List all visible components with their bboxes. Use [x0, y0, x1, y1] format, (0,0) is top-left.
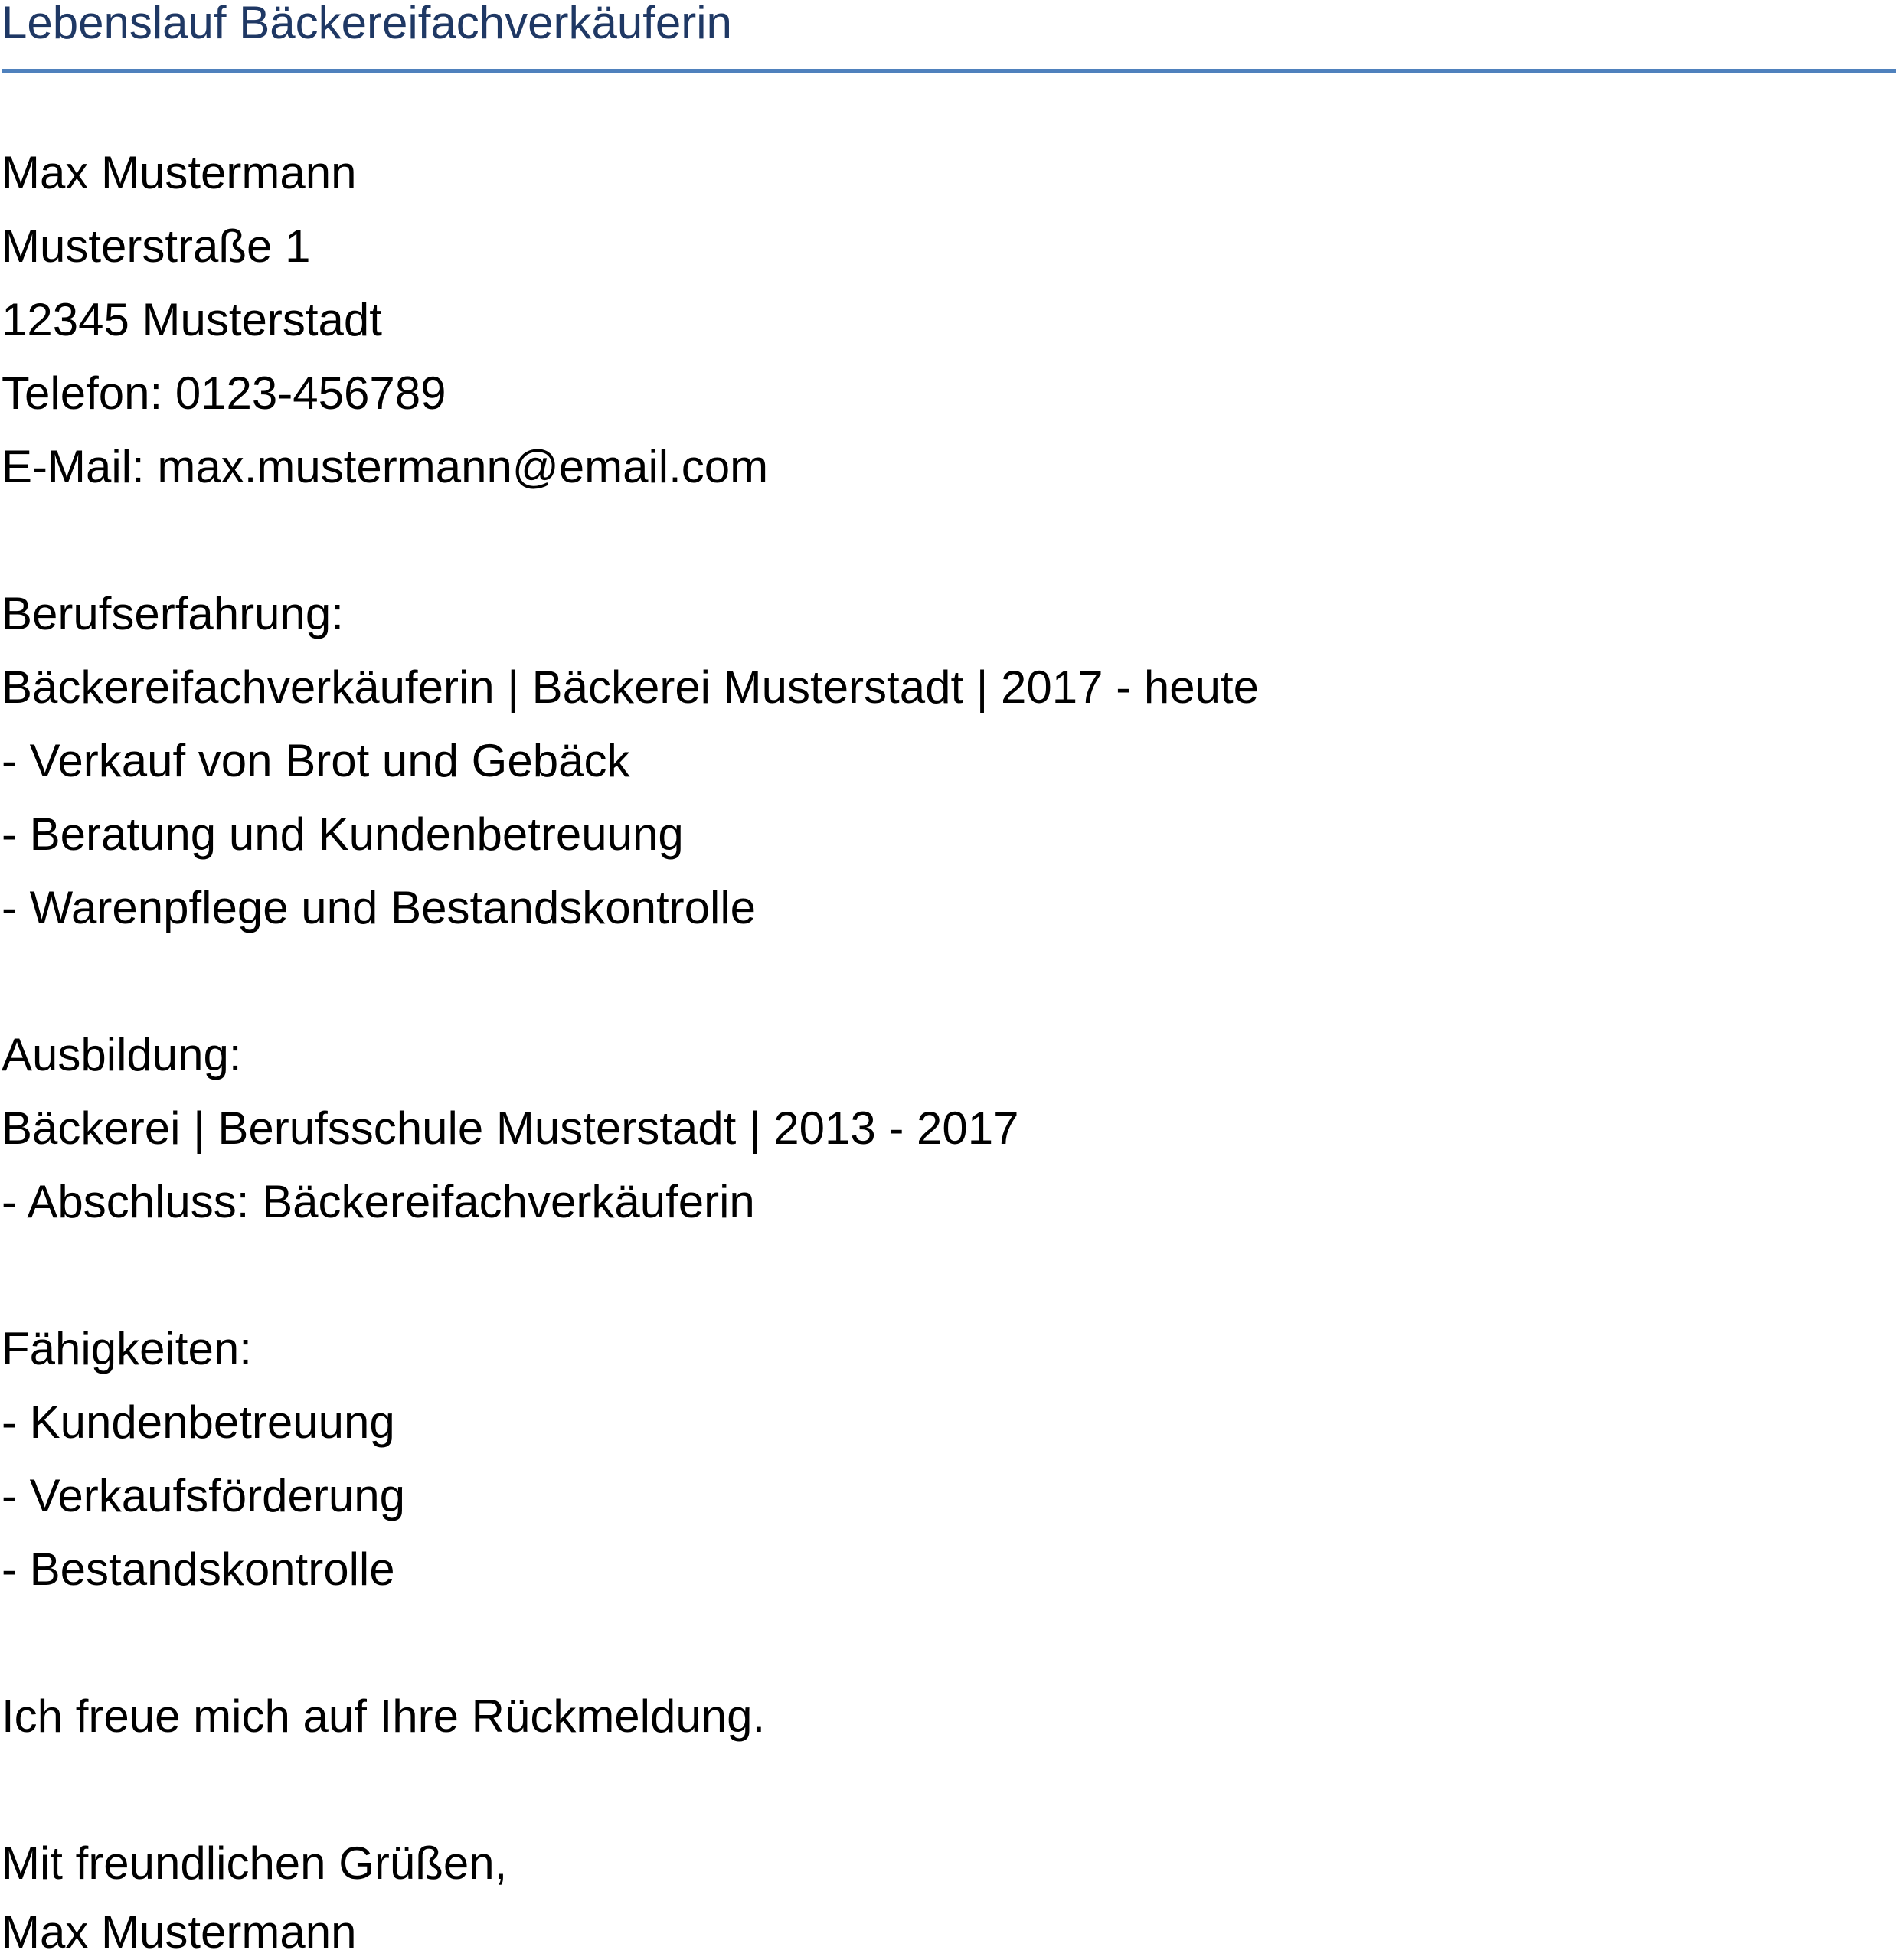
contact-city: 12345 Musterstadt	[2, 294, 382, 345]
experience-item: - Verkauf von Brot und Gebäck	[2, 735, 630, 786]
closing-signature: Max Mustermann	[2, 1906, 357, 1958]
contact-street: Musterstraße 1	[2, 220, 311, 272]
experience-item: - Beratung und Kundenbetreuung	[2, 808, 684, 860]
experience-heading: Berufserfahrung:	[2, 588, 344, 639]
education-entry: Bäckerei | Berufsschule Musterstadt | 2013 - 2017	[2, 1102, 1019, 1154]
skills-item: - Verkaufsförderung	[2, 1470, 405, 1521]
skills-item: - Kundenbetreuung	[2, 1396, 395, 1448]
experience-item: - Warenpflege und Bestandskontrolle	[2, 882, 757, 933]
education-heading: Ausbildung:	[2, 1029, 242, 1080]
contact-name: Max Mustermann	[2, 147, 357, 198]
contact-phone: Telefon: 0123-456789	[2, 368, 446, 419]
document-title: Lebenslauf Bäckereifachverkäuferin	[2, 0, 732, 48]
experience-position: Bäckereifachverkäuferin | Bäckerei Musterstadt | 2017 - heute	[2, 662, 1260, 713]
skills-heading: Fähigkeiten:	[2, 1323, 252, 1374]
closing-greeting: Mit freundlichen Grüßen,	[2, 1838, 508, 1889]
title-underline	[2, 69, 1896, 74]
closing-sentence: Ich freue mich auf Ihre Rückmeldung.	[2, 1690, 766, 1742]
skills-item: - Bestandskontrolle	[2, 1544, 395, 1595]
contact-email: E-Mail: max.mustermann@email.com	[2, 441, 769, 492]
education-item: - Abschluss: Bäckereifachverkäuferin	[2, 1176, 755, 1227]
